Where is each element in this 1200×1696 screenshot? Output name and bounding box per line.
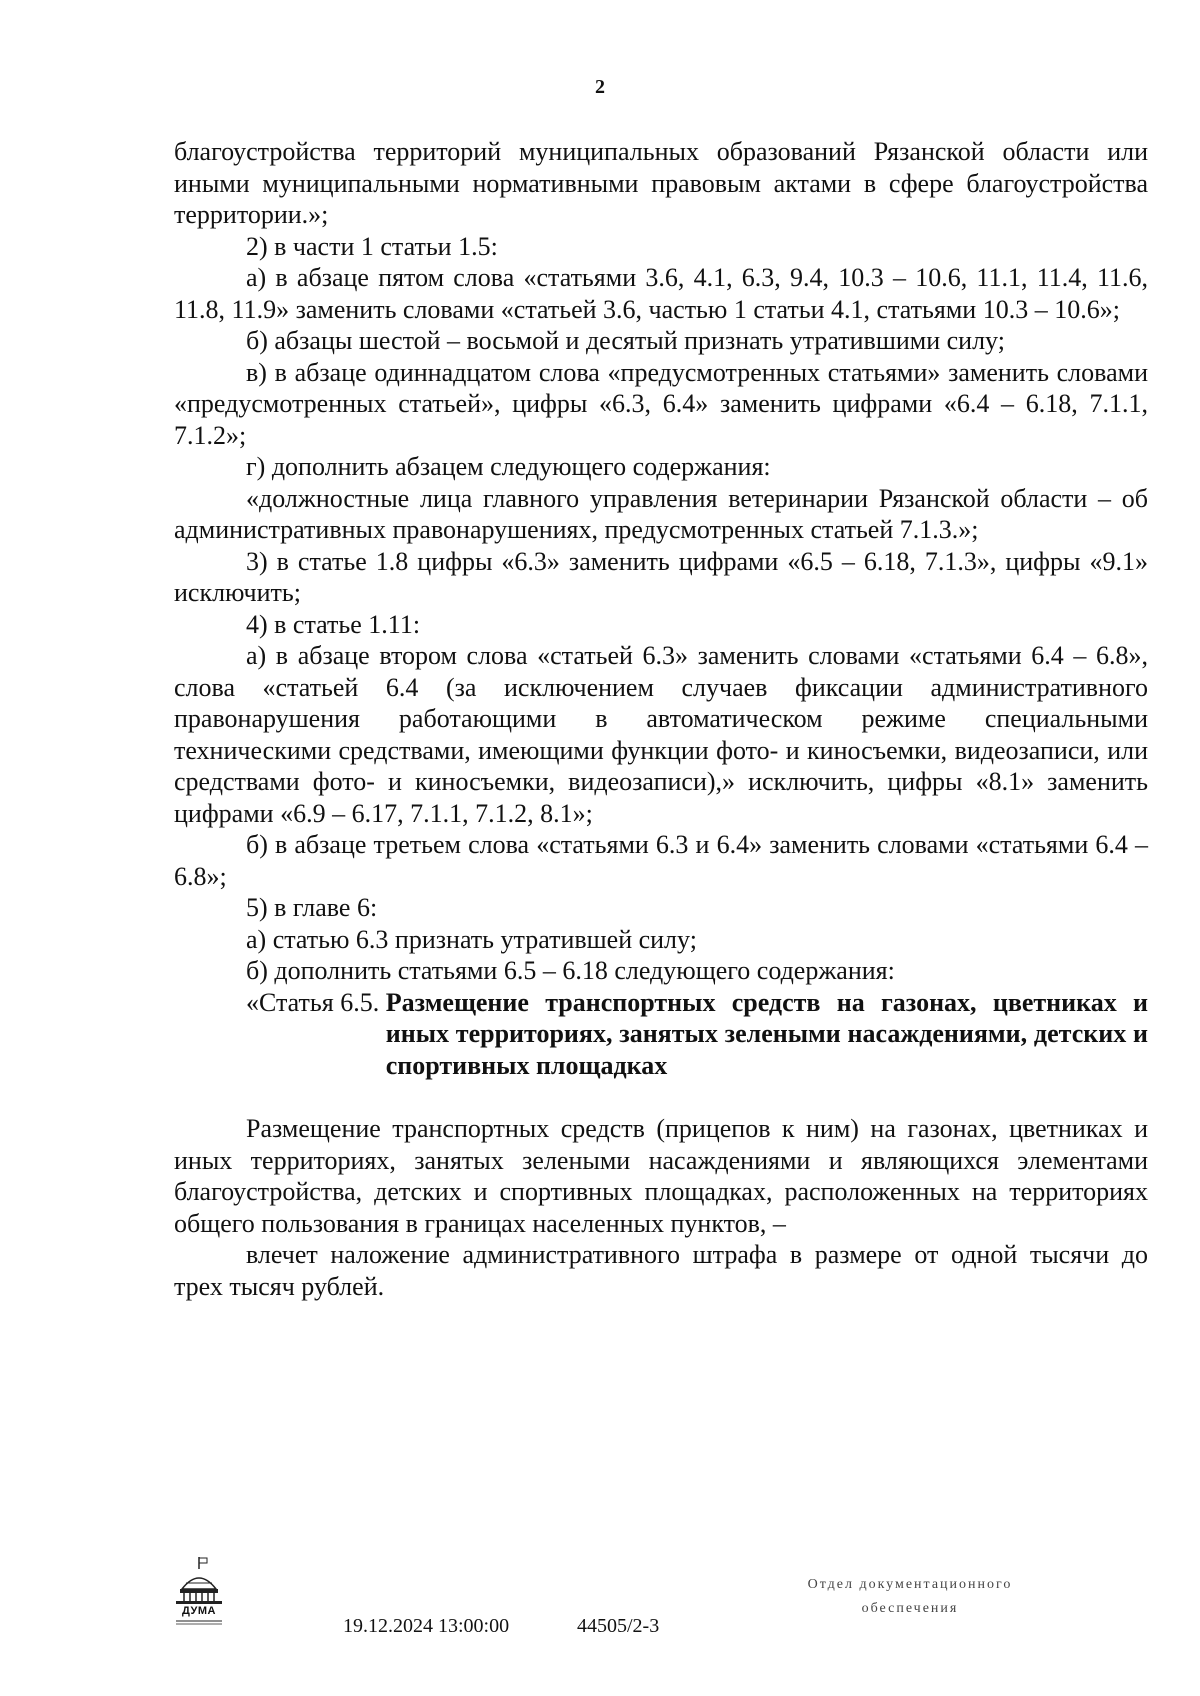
paragraph: а) статью 6.3 признать утратившей силу;	[246, 924, 697, 954]
stamp-line: обеспечения	[861, 1601, 959, 1616]
duma-logo-icon	[172, 1555, 226, 1629]
logo-label: ДУМА	[182, 1605, 216, 1617]
department-stamp	[760, 1573, 1060, 1621]
paragraph: в) в абзаце одиннадцатом слова «предусмотренных статьями» заменить словами «предусмотренных статьей», цифры «6.3, 6.4» заменить цифрами «6.4 – 6.18, 7.1.1, 7.1.2»;	[174, 357, 1148, 450]
paragraph: 3) в статье 1.8 цифры «6.3» заменить цифрами «6.5 – 6.18, 7.1.3», цифры «9.1» исключить;	[174, 546, 1148, 607]
article-title: Размещение транспортных средств на газонах, цветниках и иных территориях, занятых зелеными насаждениями, детских и спортивных площадках	[385, 987, 1148, 1080]
paragraph: а) в абзаце пятом слова «статьями 3.6, 4.1, 6.3, 9.4, 10.3 – 10.6, 11.1, 11.4, 11.6, 11.8, 11.9» заменить словами «статьей 3.6, частью 1 статьи 4.1, статьями 10.3 – 10.6»;	[174, 263, 1148, 324]
paragraph: б) в абзаце третьем слова «статьями 6.3 и 6.4» заменить словами «статьями 6.4 – 6.8»;	[174, 830, 1148, 891]
paragraph: 4) в статье 1.11:	[246, 609, 421, 639]
article-number: «Статья 6.5.	[246, 987, 386, 1017]
paragraph: 5) в главе 6:	[246, 893, 378, 922]
paragraph: 2) в части 1 статьи 1.5:	[246, 231, 498, 261]
article-paragraph: влечет наложение административного штрафа в размере от одной тысячи до трех тысяч рублей.	[174, 1240, 1148, 1301]
stamp-line: Отдел документационного	[807, 1577, 1013, 1592]
paragraph: б) дополнить статьями 6.5 – 6.18 следующего содержания:	[246, 956, 895, 985]
footer-doc-code: 44505/2-3	[577, 1615, 660, 1637]
article-heading	[174, 987, 1148, 1082]
paragraph: г) дополнить абзацем следующего содержания:	[246, 452, 771, 481]
paragraph: «должностные лица главного управления ветеринарии Рязанской области – об административных правонарушениях, предусмотренных статьей 7.1.3.»;	[174, 483, 1148, 544]
page-number: 2	[595, 76, 605, 98]
paragraph: благоустройства территорий муниципальных образований Рязанской области или иными муниципальными нормативными правовым актами в сфере благоустройства территории.»;	[174, 137, 1148, 229]
paragraph: б) абзацы шестой – восьмой и десятый признать утратившими силу;	[246, 326, 1005, 355]
paragraph: а) в абзаце втором слова «статьей 6.3» заменить словами «статьями 6.4 – 6.8», слова «статьей 6.4 (за исключением случаев фиксации административного правонарушения работающими в автоматическом режиме специальными техническими средствами, имеющими функции фото- и киносъемки, видеозаписи, или средствами фото- и киносъемки, видеозаписи),» исключить, цифры «8.1» заменить цифрами «6.9 – 6.17, 7.1.1, 7.1.2, 8.1»;	[174, 641, 1148, 828]
article-paragraph: Размещение транспортных средств (прицепов к ним) на газонах, цветниках и иных территориях, занятых зелеными насаждениями и являющихся элементами благоустройства, детских и спортивных площадках, расположенных на территориях общего пользования в границах населенных пунктов, –	[174, 1114, 1148, 1238]
footer	[0, 1555, 1200, 1675]
document-body	[174, 136, 1148, 1302]
footer-datetime: 19.12.2024 13:00:00	[343, 1615, 510, 1637]
